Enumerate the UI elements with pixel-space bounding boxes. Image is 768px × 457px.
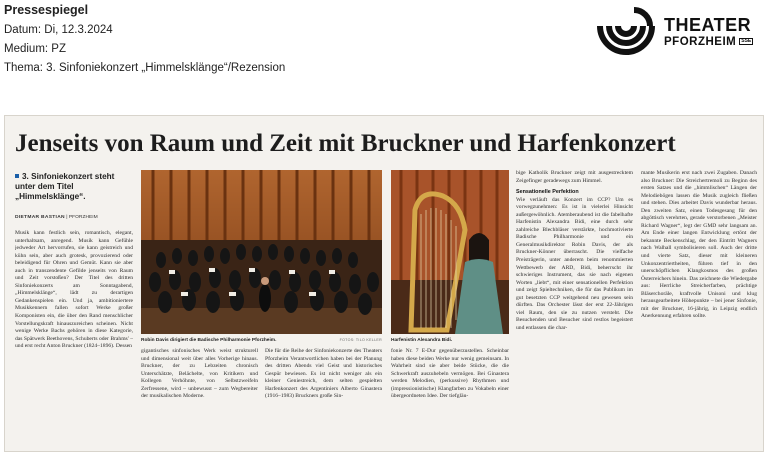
harpist-illustration: [391, 170, 509, 334]
press-review-meta: [4, 2, 364, 78]
logo-name: THEATER: [664, 15, 752, 35]
column-3-text: Die für die Reihe der Sinfoniekonzerte des Theaters Pforzheim Verantwortlichen haben bei der Planung des dritten Abends viel Geist und historisches Gespür bewiesen. Es ist nicht weniger als ein kleiner Geniestreich, dem selten gespielten Harfenkonzert des Argentiniers Alberto Ginastera (1916–1983) Bruckners große Sin-: [265, 348, 382, 400]
orchestra-illustration: [141, 170, 382, 334]
harpist-photo-caption: Harfenistin Alexandra Bidi.: [391, 338, 453, 343]
caption-1-text: Robin Davis dirigiert die Badische Philharmonie Pforzheim.: [141, 338, 277, 343]
teaser-text: 3. Sinfoniekonzert steht unter dem Titel „Himmelsklänge“.: [15, 172, 115, 202]
article-column-6: [641, 170, 757, 452]
article-subhead: Sensationelle Perfektion: [516, 189, 579, 196]
article-column-1: [15, 230, 133, 452]
press-review-date: Datum: Di, 12.3.2024: [4, 24, 113, 36]
article-headline: Jenseits von Raum und Zeit mit Bruckner und Harfenkonzert: [15, 130, 676, 157]
column-4-text: fonie Nr. 7 E-Dur gegenüberzustellen. Scheinbar haben diese beiden Werke nur wenig gemeinsam. In Wahrheit sind sie aber beide Stücke, die die Schwerkraft auszuhebeln vermögen. Bei Ginastera werden Melodien, (perkussive) Rhythmen und (impressionistische) Klangfarben zu Vokabeln einer übergeordneten Idee. Der tiefgläu-: [391, 348, 509, 400]
newspaper-clipping: [4, 115, 764, 452]
author-name: DIETMAR BASTIAN: [15, 215, 65, 220]
column-2-text: gigantisches sinfonisches Werk weist strukturell und dimensional weit über alles Vorherige hinaus. Bruckner, der zu Lebzeiten chronisch Unterschätzte, Belächelte, von Kritikern und Kollegen Verhöhnte, von Selbstzweifeln Zerfressene, wird – unbewusst – zum Wegbereiter der musikalischen Moderne.: [141, 348, 258, 400]
author-location: PFORZHEIM: [68, 215, 98, 220]
article-column-5: [516, 170, 633, 452]
column-5a-text: bige Katholik Bruckner zeigt mit ausgestrecktem Zeigefinger geradewegs zum Himmel.: [516, 170, 633, 184]
column-6-text: mante Musikerin erst nach zwei Zugaben. Danach also Bruckner: Die Streichertremoli zu Beginn des ersten Satzes und die „himmlischen“ Längen der Melodiebögen lassen die Musik zugleich fließen und stehen. Dies arbeitet Davis wunderbar heraus. Den zweiten Satz, einen Todesgesang für den abgöttisch verehrten, gerade verstorbenen „Meister Richard Wagner“, legt der GMD sehr langsam an. Am Ende einer langen Entwicklung ertönt der bekannte Beckenschlag, der den Eintritt Wagners nach Walhall symbolisieren soll. Auch der dritte und vierte Satz, dieser mit kleineren Unkonzentriertheiten, führen tief in den unerschöpflichen Klangkosmos des großen Österreichers hinein. Das zeichnete die Wiedergabe aus: Herrliche Streicherfarben, prächtige Bläserchoräle, kraftvolle Unisoni und klug herausgearbeitete Höhepunkte – bei jener Sinfonie, mit der Bruckner, 16-jährig, in Leipzig endlich Anerkennung erfahren sollte.: [641, 170, 757, 320]
logo-city: [664, 36, 753, 48]
article-column-3: [265, 348, 382, 452]
article-teaser: [15, 172, 133, 203]
press-review-title: Pressespiegel: [4, 3, 89, 17]
logo-mark-box: SSE: [741, 38, 752, 45]
teaser-bullet-icon: [15, 174, 19, 178]
article-column-2: [141, 348, 258, 452]
photo-credit: FOTOS: TILO KELLER: [339, 338, 382, 342]
article-column-4: [391, 348, 509, 452]
column-1-text: Musik kann festlich sein, romantisch, elegant, unterhaltsam, anregend. Musik kann Gefühle jedweder Art hervorrufen, sie kann geistreich und kühn sein, aber auch grotesk, provozierend oder beleidigend für Ohren und Gemüt. Kann sie aber auch in transzendente Gefilde jenseits von Raum und Zeit vorstoßen? Der Titel des dritten Sinfoniekonzerts am Sonntagabend, „Himmelsklänge“, lädt zu derartigen Gedankenspielen ein. Und ja, ambitioniertere Musikkennern fallen sofort Werke großer Komponisten ein, die über den Rand menschlicher Vorstellungskraft hinauszureichen scheinen. Nicht wenige Werke Bachs gehören in diese Kategorie, das Spätwerk Beethovens, Schuberts oder Brahms' – und erst recht Anton Bruckner (1824–1896). Dessen: [15, 230, 133, 350]
orchestra-photo: [141, 170, 382, 334]
press-review-medium: Medium: PZ: [4, 43, 66, 55]
orchestra-photo-caption: [141, 338, 382, 343]
theater-logo: [594, 6, 764, 56]
logo-city-text: PFORZHEIM: [664, 36, 737, 48]
column-5b-text: Wie verläuft das Konzert im CCP? Um es vorwegzunehmen: Es ist in vielerlei Hinsicht außergewöhnlich. Atemberaubend ist die fabelhafte Harfenistin Alexandra Bidi, eine durch sehr zahlreiche Blechbläser verstärkte, hochmotivierte Badische Philharmonie und ein Generalmusikdirektor Robin Davis, der als Bruckner-Könner überrascht. Die vielfache Preisträgerin, unter anderem beim renommierten Wettbewerb der ARD, Bidi, beherrscht ihr schwieriges Instrument, das sie nach eigenen Worten „liebt“, mit einer sensationellen Perfektion und zeigt Spieltechniken, die für das Publikum im gut besetzten CCP weitgehend neu gewesen sein dürften. Das Orchester lässt der erst 22-Jährigen viel Raum, den sie zu nutzen versteht. Die Besuchenden und Besucher sind restlos begeistert und entlassen die char-: [516, 196, 633, 331]
harpist-photo: [391, 170, 509, 334]
theater-logo-icon: [594, 6, 658, 56]
article-byline: DIETMAR BASTIAN | PFORZHEIM: [15, 215, 98, 220]
press-review-theme: Thema: 3. Sinfoniekonzert „Himmelsklänge“/Rezension: [4, 62, 286, 74]
